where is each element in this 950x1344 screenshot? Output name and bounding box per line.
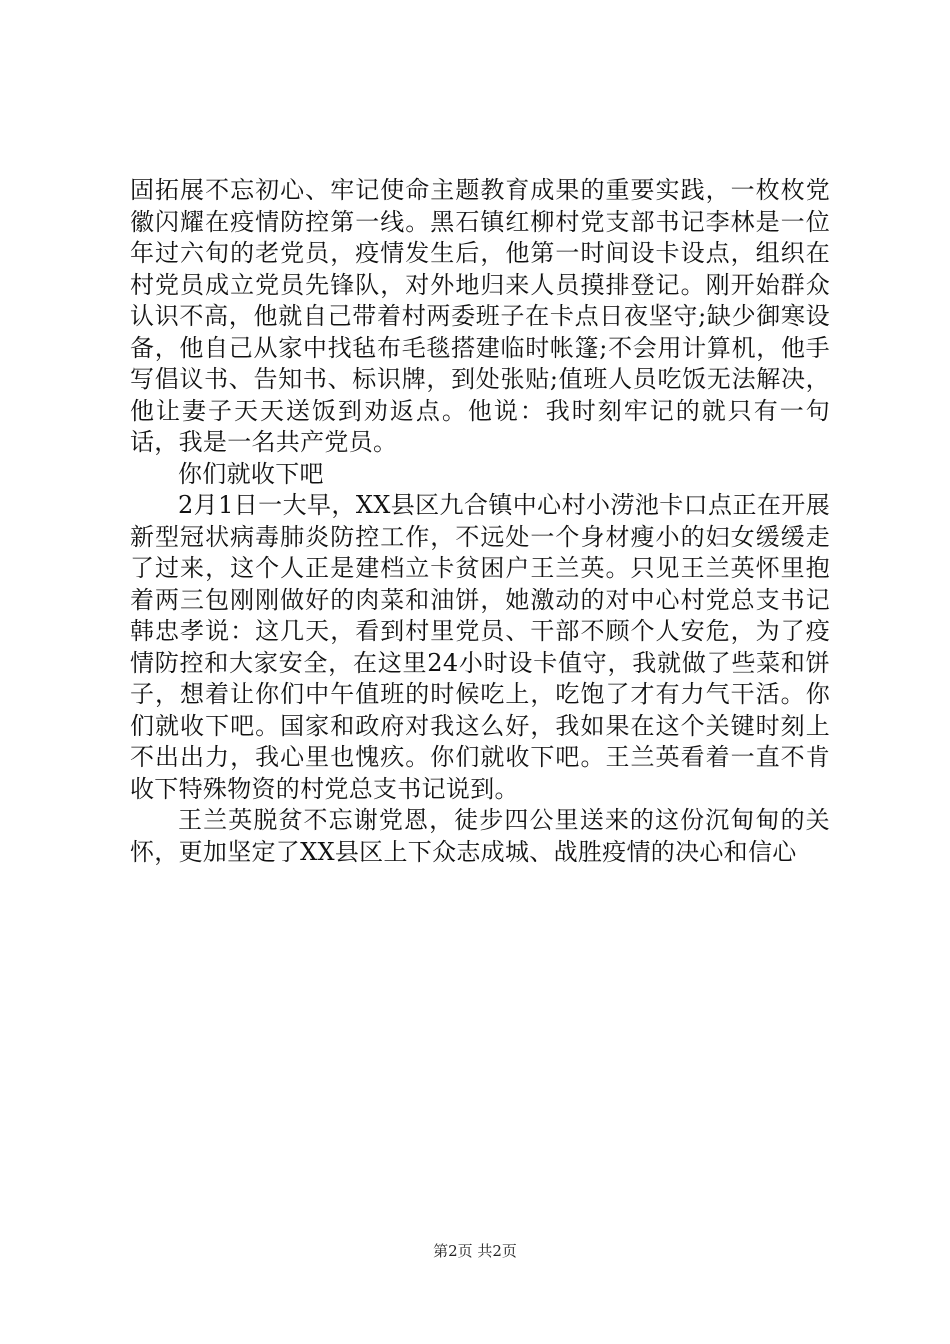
page-footer: 第2页 共2页 (433, 1242, 517, 1260)
paragraph-conclusion: 王兰英脱贫不忘谢党恩，徒步四公里送来的这份沉甸甸的关怀，更加坚定了XX县区上下众志成城、战胜疫情的决心和信心 (130, 806, 830, 866)
paragraph-continuation: 固拓展不忘初心、牢记使命主题教育成果的重要实践，一枚枚党徽闪耀在疫情防控第一线。黑石镇红柳村党支部书记李林是一位年过六旬的老党员，疫情发生后，他第一时间设卡设点，组织在村党员成立党员先锋队，对外地归来人员摸排登记。刚开始群众认识不高，他就自己带着村两委班子在卡点日夜坚守;缺少御寒设备，他自己从家中找毡布毛毯搭建临时帐篷;不会用计算机，他手写倡议书、告知书、标识牌，到处张贴;值班人员吃饭无法解决，他让妻子天天送饭到劝返点。他说：我时刻牢记的就只有一句话，我是一名共产党员。 (130, 176, 830, 456)
section-heading: 你们就收下吧 (178, 459, 324, 488)
paragraph-story: 2月1日一大早，XX县区九合镇中心村小涝池卡口点正在开展新型冠状病毒肺炎防控工作，不远处一个身材瘦小的妇女缓缓走了过来，这个人正是建档立卡贫困户王兰英。只见王兰英怀里抱着两三包刚刚做好的肉菜和油饼，她激动的对中心村党总支书记韩忠孝说：这几天，看到村里党员、干部不顾个人安危，为了疫情防控和大家安全，在这里24小时设卡值守，我就做了些菜和饼子，想着让你们中午值班的时候吃上，吃饱了才有力气干活。你们就收下吧。国家和政府对我这么好，我如果在这个关键时刻上不出出力，我心里也愧疚。你们就收下吧。王兰英看着一直不肯收下特殊物资的村党总支书记说到。 (130, 491, 830, 803)
document-body (130, 175, 830, 868)
